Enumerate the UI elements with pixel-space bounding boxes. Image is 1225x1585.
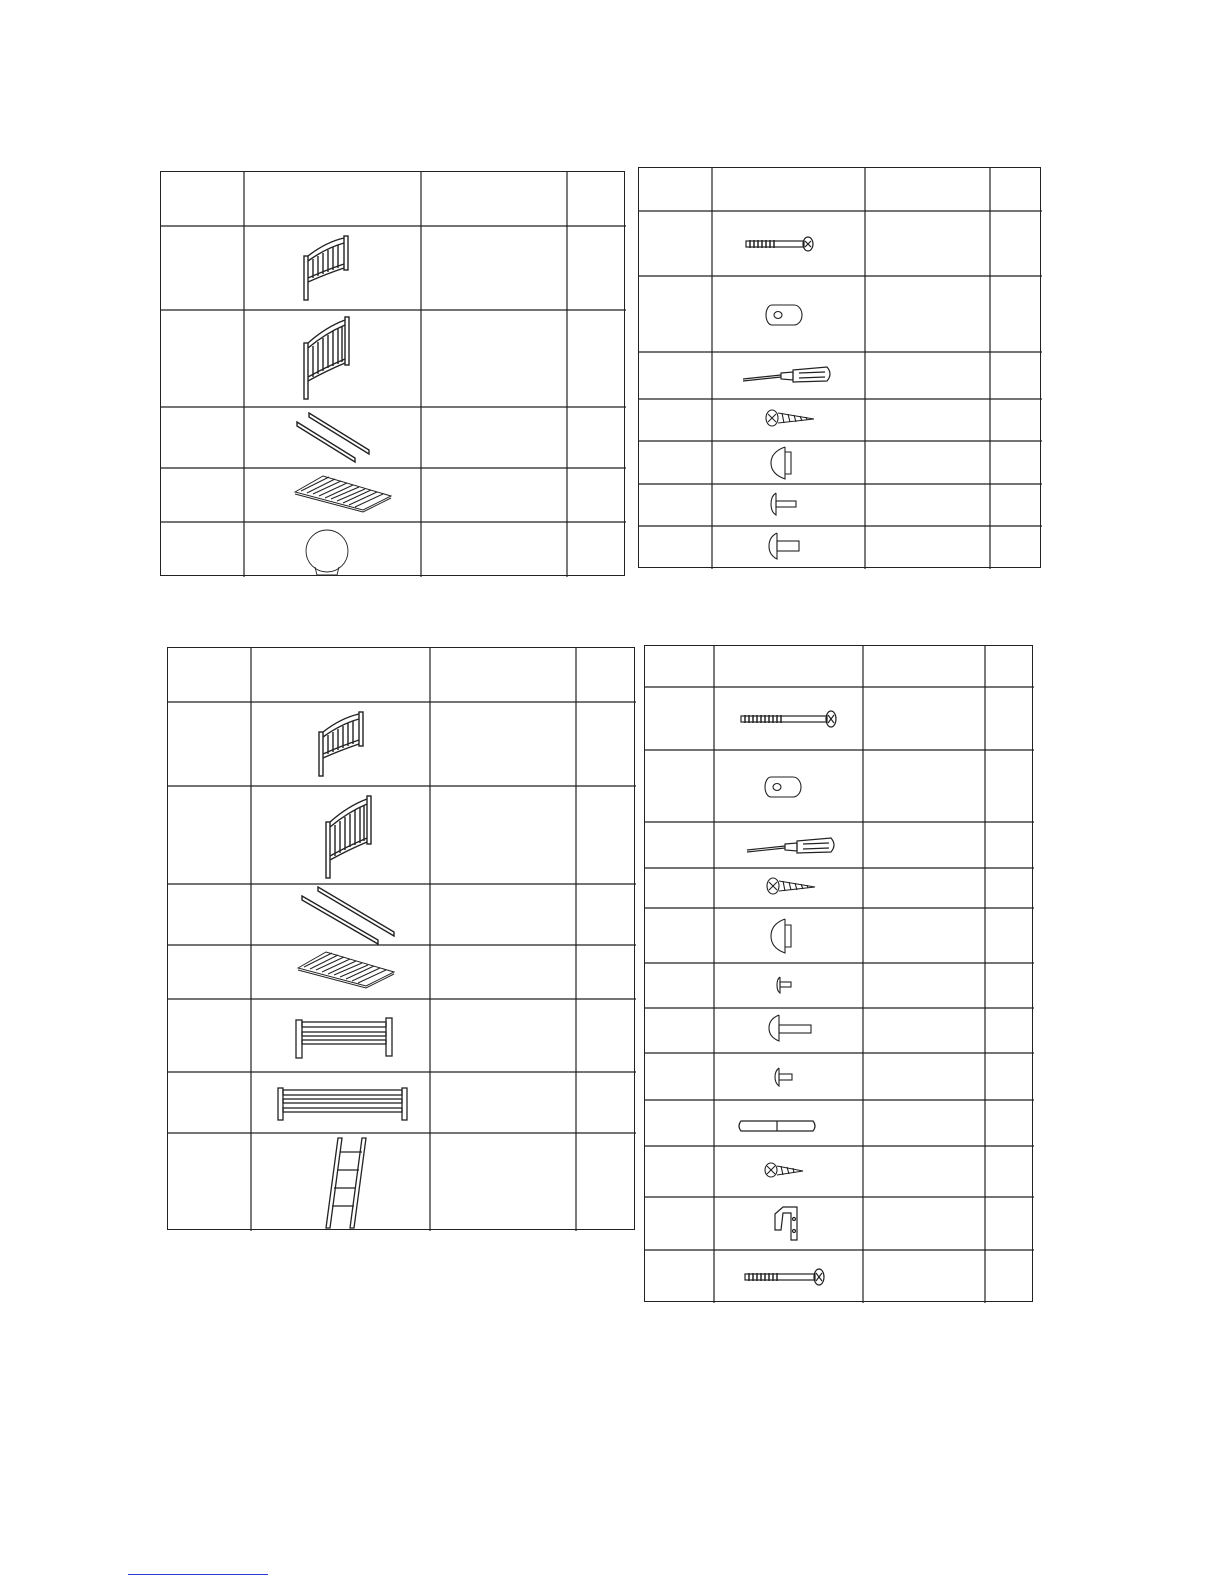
side-rail-icon: [298, 884, 398, 944]
headboard-icon: [316, 710, 366, 780]
side-rail-icon: [293, 410, 373, 464]
cap-icon: [769, 916, 799, 956]
screwdriver-icon: [745, 835, 837, 859]
slat-roll-icon: [293, 472, 393, 512]
table-grid: [645, 646, 1034, 1303]
table-grid: [168, 648, 636, 1231]
wood-screw-icon: [765, 874, 819, 900]
dome-dowel-icon: [767, 530, 803, 562]
guard-rail-icon: [292, 1014, 396, 1060]
small-dowel-icon: [773, 1066, 797, 1090]
connector-pin-icon: [735, 1118, 819, 1134]
small-dowel-icon: [775, 975, 795, 995]
bolt-icon: [739, 708, 839, 730]
hardware-table-bottom-right: [644, 645, 1033, 1302]
wood-screw-icon: [763, 1159, 807, 1183]
ladder-icon: [324, 1136, 368, 1230]
footer-link-underline[interactable]: [128, 1574, 268, 1575]
small-dowel-icon: [769, 490, 801, 518]
slat-roll-icon: [296, 948, 396, 988]
headboard-icon: [301, 234, 351, 304]
bolt-icon: [744, 234, 816, 254]
cap-icon: [769, 444, 799, 482]
table-grid: [639, 168, 1042, 569]
parts-table-top-left: [160, 171, 625, 576]
table-grid: [161, 172, 626, 577]
screwdriver-icon: [741, 364, 833, 388]
barrel-nut-icon: [764, 302, 804, 328]
footboard-icon: [301, 315, 353, 403]
footboard-icon: [323, 794, 375, 882]
wood-screw-icon: [764, 406, 818, 432]
dome-dowel-icon: [767, 1012, 815, 1048]
finial-ball-icon: [303, 527, 351, 579]
bolt-icon: [743, 1266, 827, 1288]
hardware-table-top-right: [638, 167, 1041, 568]
bracket-icon: [771, 1204, 801, 1244]
barrel-nut-icon: [763, 774, 803, 800]
parts-table-bottom-left: [167, 647, 635, 1230]
guard-rail-icon: [274, 1084, 414, 1124]
